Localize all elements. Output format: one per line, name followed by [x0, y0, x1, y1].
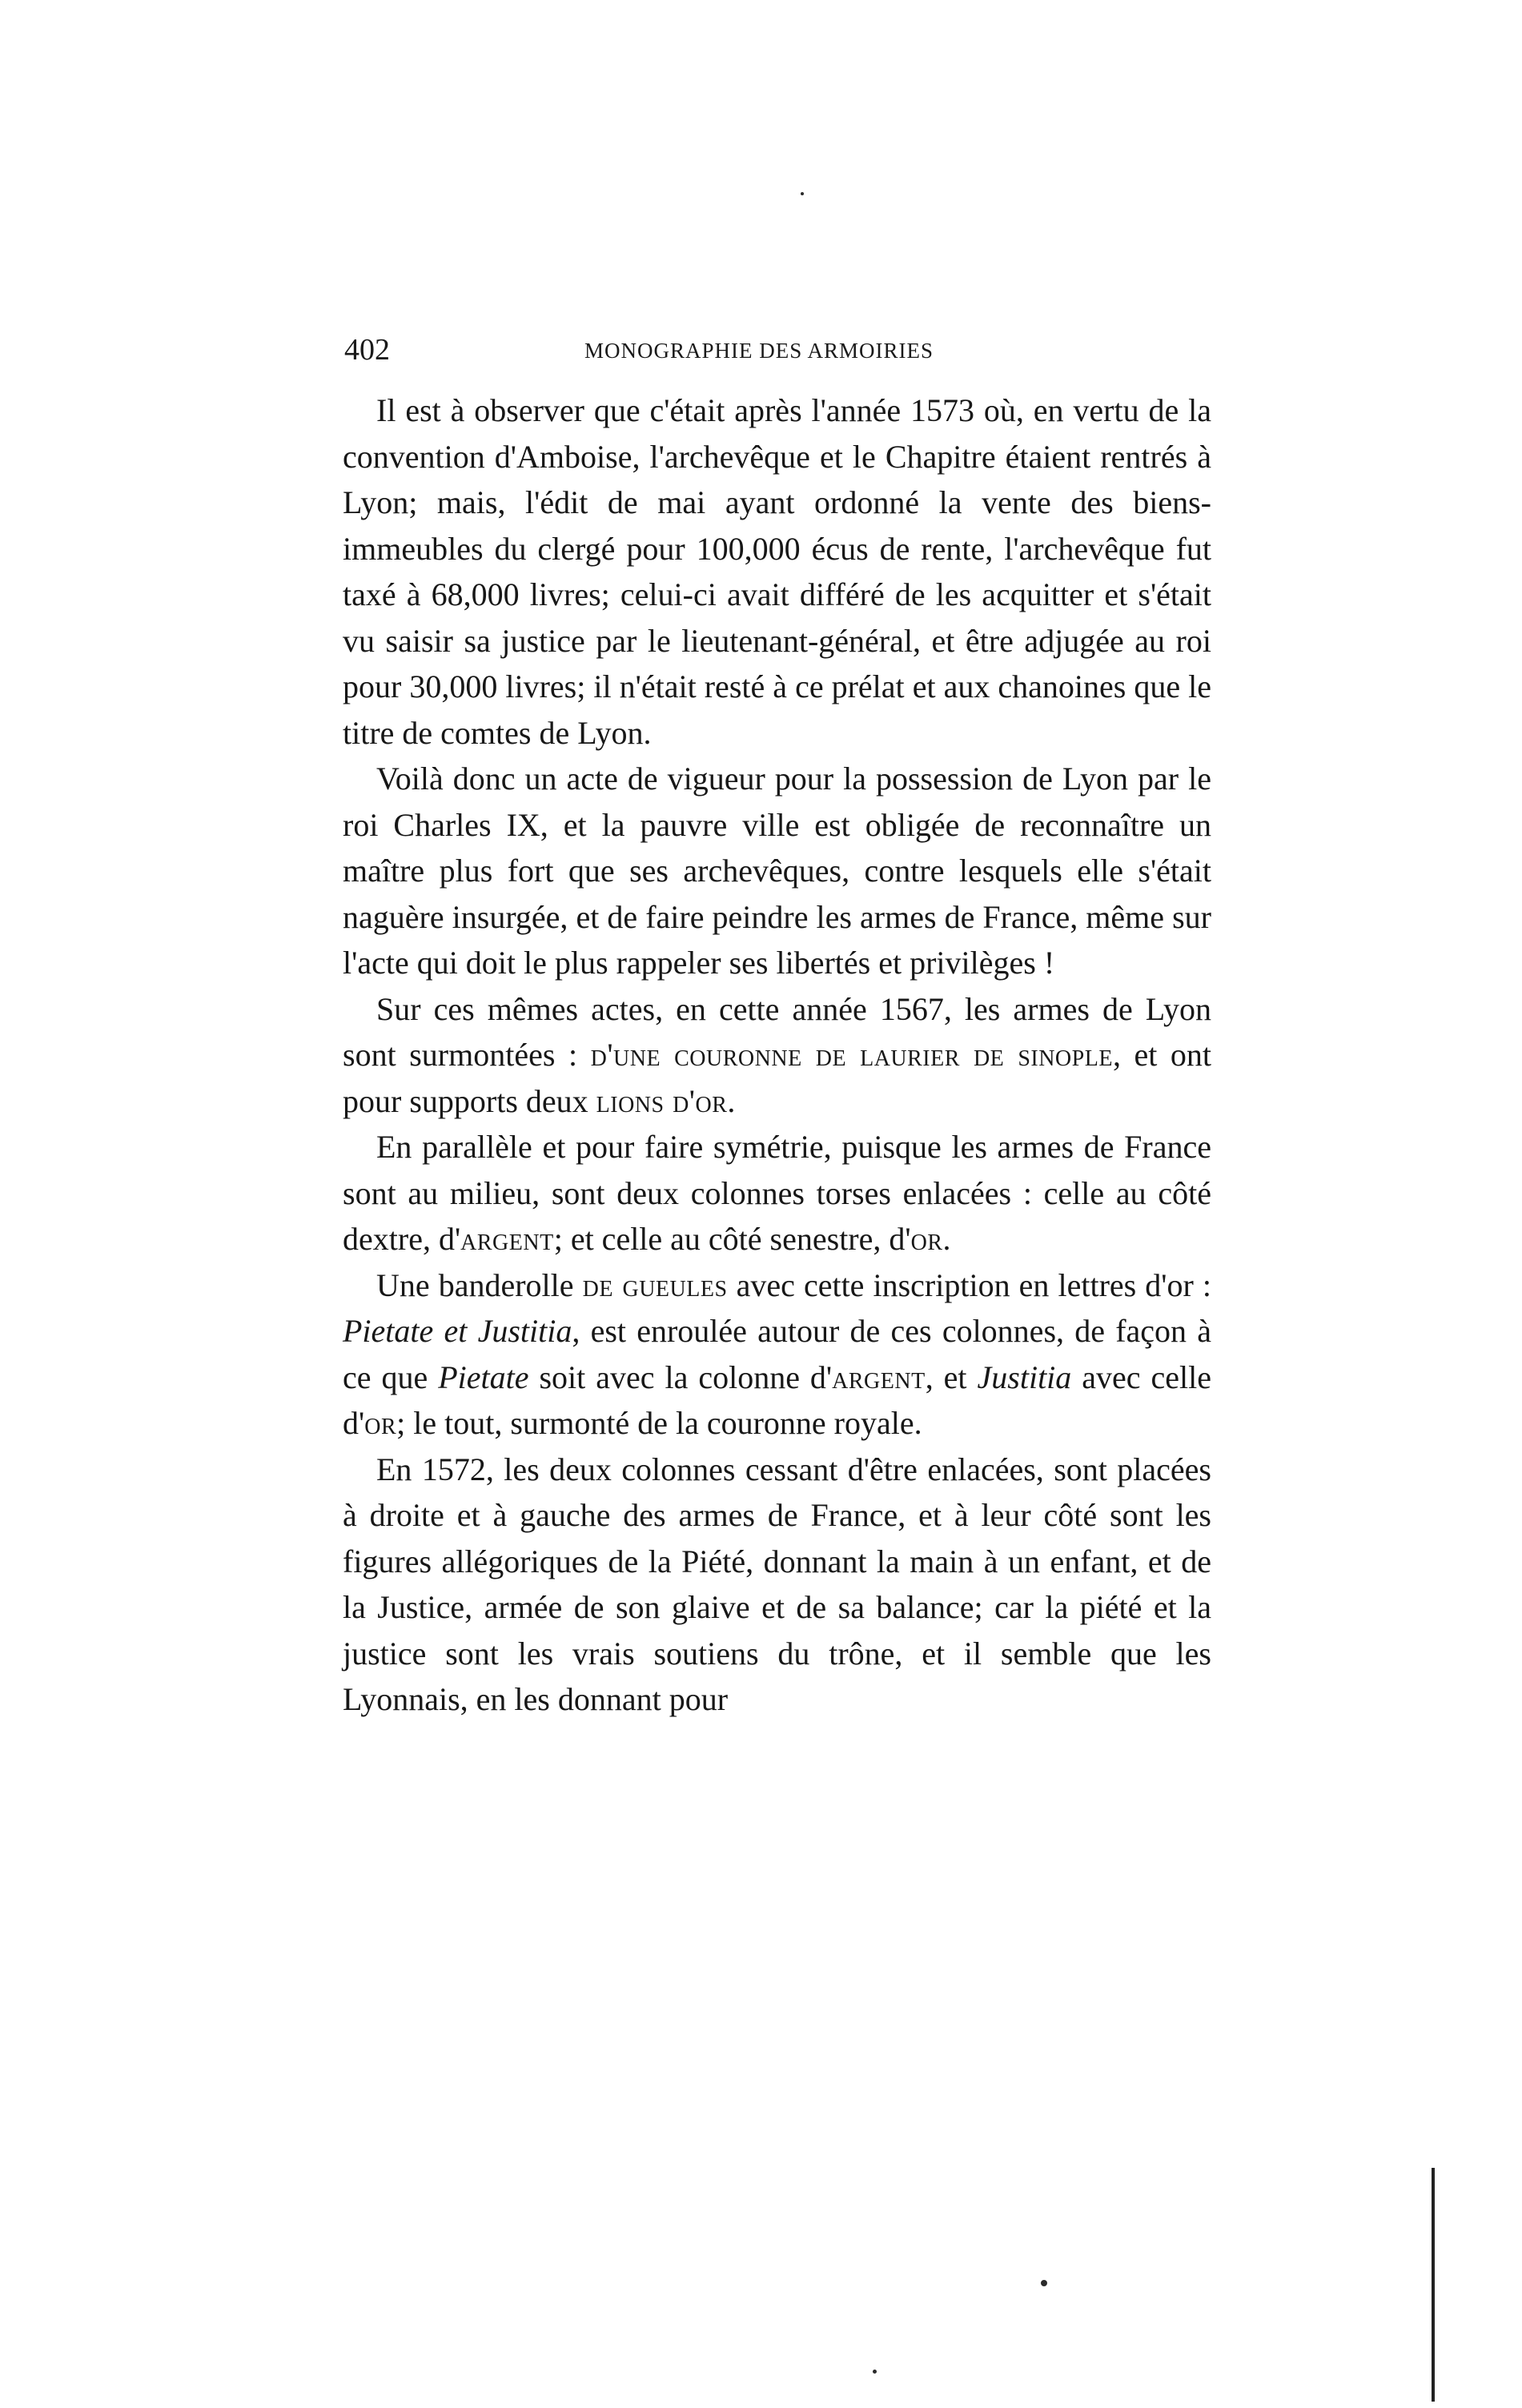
paragraph	[343, 1262, 1211, 1447]
text-run: , et	[925, 1359, 978, 1395]
text-run: , et ont pour supports deux	[343, 1037, 1211, 1119]
text-run: Sur ces mêmes actes, en cette année 1567, les armes de Lyon sont surmontées :	[343, 990, 1211, 1073]
text-run: , est enroulée autour de ces colonnes, de façon à ce que	[343, 1313, 1211, 1395]
heraldic-term: argent	[832, 1359, 926, 1395]
heraldic-term: d'une couronne de laurier de sinople	[590, 1037, 1113, 1073]
text-run: .	[727, 1082, 736, 1119]
page-number: 402	[344, 333, 390, 367]
heraldic-term: or	[910, 1221, 943, 1257]
heraldic-term: argent	[460, 1221, 554, 1257]
body-text	[343, 387, 1211, 1723]
paragraph	[343, 1447, 1211, 1723]
text-run: ; le tout, surmonté de la couronne royale.	[396, 1405, 922, 1441]
paragraph	[343, 986, 1211, 1125]
text-run: En 1572, les deux colonnes cessant d'être enlacées, sont placées à droite et à gauche des armes de France, et à leur côté sont les figures allégoriques de la Piété, donnant la main à un enfant, et de la Justice, armée de son glaive et de sa balance; car la piété et la justice sont les vrais soutiens du trône, et il semble que les Lyonnais, en les donnant pour	[343, 1451, 1211, 1717]
heraldic-term: or	[364, 1405, 397, 1441]
paragraph	[343, 387, 1211, 756]
text-run: .	[942, 1221, 951, 1257]
ink-speck	[1041, 2280, 1047, 2286]
latin-motto: Justitia	[977, 1359, 1072, 1395]
ink-speck	[801, 192, 804, 195]
text-run: ; et celle au côté senestre, d'	[553, 1221, 911, 1257]
text-run: Il est à observer que c'était après l'année 1573 où, en vertu de la convention d'Amboise, l'archevêque et le Chapitre étaient rentrés à Lyon; mais, l'édit de mai ayant ordonné la vente des biens-immeubles du clergé pour 100,000 écus de rente, l'archevêque fut taxé à 68,000 livres; celui-ci avait différé de les acquitter et s'était vu saisir sa justice par le lieutenant-général, et être adjugée au roi pour 30,000 livres; il n'était resté à ce prélat et aux chanoines que le titre de comtes de Lyon.	[343, 392, 1211, 751]
paragraph	[343, 1124, 1211, 1262]
text-run: En parallèle et pour faire symétrie, puisque les armes de France sont au milieu, sont deux colonnes torses enlacées : celle au côté dextre, d'	[343, 1129, 1211, 1257]
running-title: MONOGRAPHIE DES ARMOIRIES	[584, 339, 934, 363]
paragraph	[343, 756, 1211, 986]
text-run: Voilà donc un acte de vigueur pour la possession de Lyon par le roi Charles IX, et la pauvre ville est obligée de reconnaître un maître plus fort que ses archevêques, contre lesquels elle s'était naguère insurgée, et de faire peindre les armes de France, même sur l'acte qui doit le plus rappeler ses libertés et privilèges !	[343, 761, 1211, 981]
heraldic-term: de gueules	[582, 1266, 728, 1303]
text-run: soit avec la colonne d'	[528, 1359, 833, 1395]
text-run: Une banderolle	[376, 1266, 583, 1303]
text-run: avec cette inscription en lettres d'or :	[727, 1266, 1212, 1303]
latin-motto: Pietate et Justitia	[343, 1313, 572, 1349]
ink-speck	[873, 2370, 877, 2374]
text-run: avec celle d'	[343, 1359, 1212, 1441]
scan-edge-line	[1432, 2168, 1435, 2402]
page-header	[344, 332, 1209, 380]
heraldic-term: lions d'or	[596, 1082, 728, 1119]
latin-motto: Pietate	[438, 1359, 529, 1395]
